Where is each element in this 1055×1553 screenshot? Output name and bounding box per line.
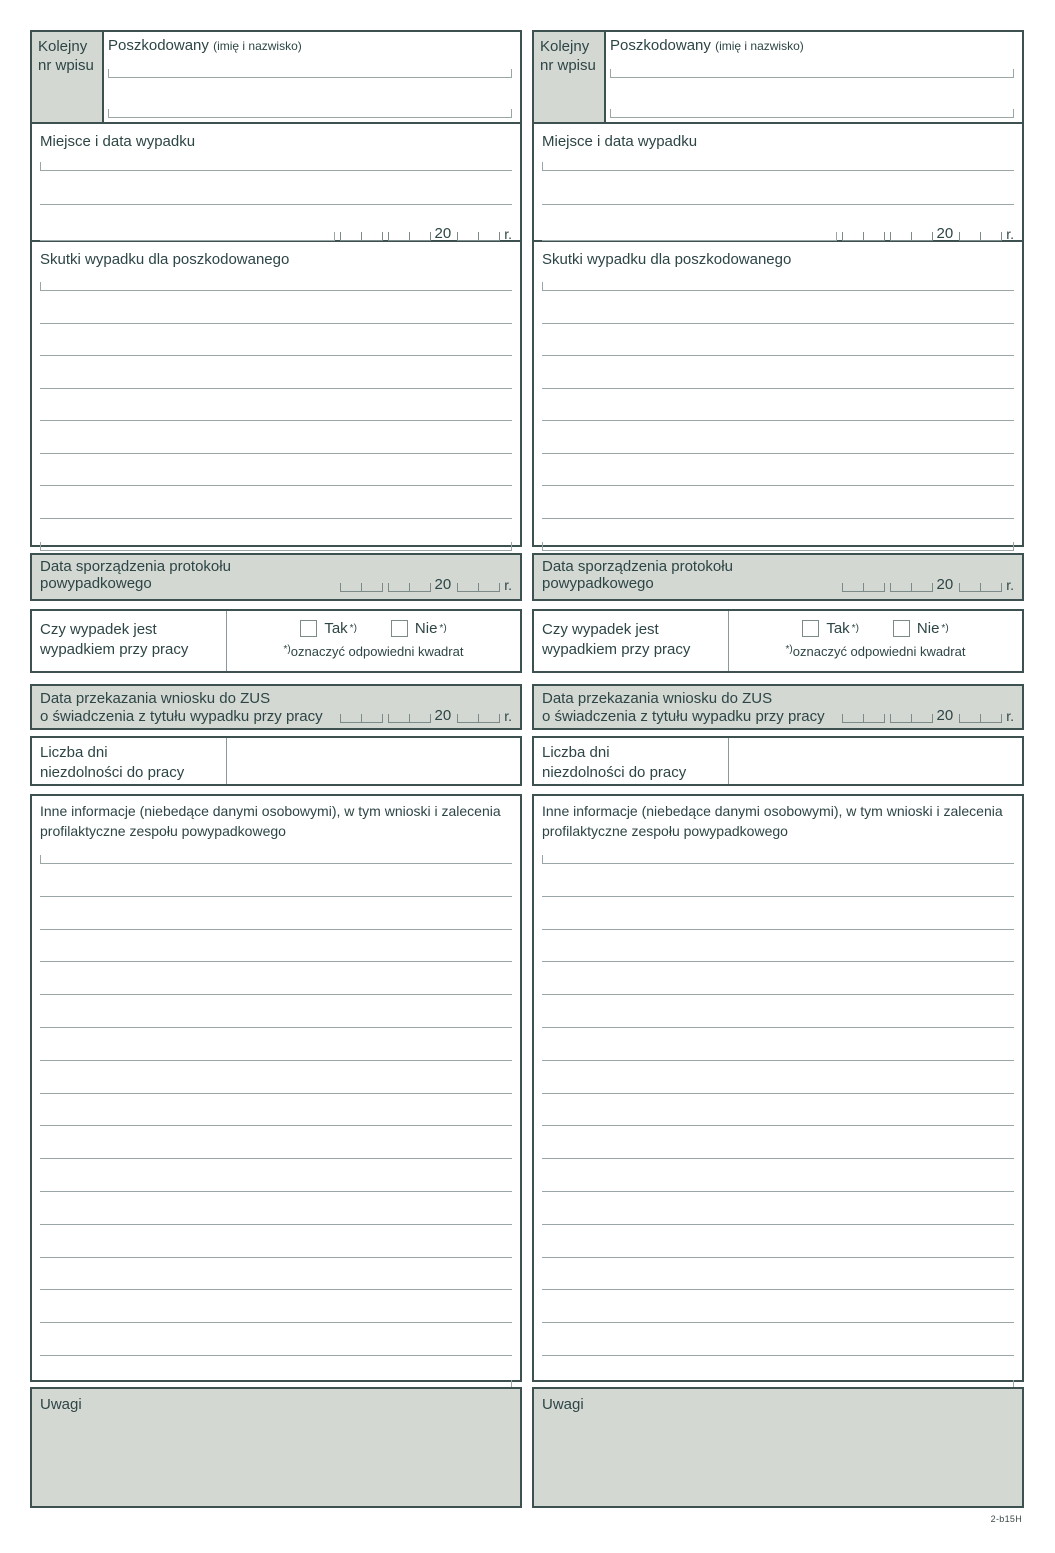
writing-line[interactable]: [40, 1347, 512, 1356]
work-accident-label-cell: [32, 611, 227, 671]
writing-line[interactable]: [40, 1249, 512, 1258]
footnote-text: oznaczyć odpowiedni kwadrat: [792, 644, 966, 659]
date-century: 20: [936, 576, 954, 593]
writing-line[interactable]: [40, 855, 512, 864]
writing-line[interactable]: [542, 921, 1014, 930]
zus-label-line1: Data przekazania wniosku do ZUS: [40, 690, 271, 707]
writing-line[interactable]: [40, 1150, 512, 1159]
date-day-cells[interactable]: [842, 232, 885, 241]
yes-checkbox[interactable]: [802, 620, 819, 637]
effects-label: Skutki wypadku dla poszkodowanego: [40, 251, 290, 268]
victim-cell: [606, 32, 1022, 122]
entry-header-section: [532, 30, 1024, 547]
date-year-suffix: r.: [504, 577, 512, 593]
yes-label: Tak: [826, 620, 850, 637]
other-info-label-line1: Inne informacje (niebedące danymi osobowymi), w tym wnioski i zalecenia: [40, 803, 501, 819]
writing-line[interactable]: [40, 282, 512, 291]
place-date-section: [534, 124, 1022, 242]
incapacity-days-label-cell: [534, 738, 729, 784]
writing-line[interactable]: [40, 1314, 512, 1323]
register-entry-column-left: [30, 30, 522, 1508]
incapacity-days-section: [532, 736, 1024, 786]
date-century: 20: [434, 576, 452, 593]
writing-line[interactable]: [542, 282, 1014, 291]
accident-date-row: [542, 226, 1014, 241]
incapacity-days-line2: niezdolności do pracy: [40, 763, 185, 781]
no-checkbox[interactable]: [893, 620, 910, 637]
accident-date-row: [40, 226, 512, 241]
incapacity-days-line2: niezdolności do pracy: [542, 763, 687, 781]
date-day-cells[interactable]: [842, 583, 885, 592]
other-info-label-line2: profilaktyczne zespołu powypadkowego: [542, 823, 788, 839]
work-accident-label-cell: [534, 611, 729, 671]
writing-line[interactable]: [542, 1117, 1014, 1126]
victim-sublabel: (imię i nazwisko): [213, 39, 302, 53]
no-label: Nie: [916, 620, 940, 637]
writing-line[interactable]: [40, 1281, 512, 1290]
zus-date-row: [40, 708, 512, 726]
writing-line[interactable]: [542, 1052, 1014, 1061]
entry-top-row: [534, 32, 1022, 124]
zus-date-cells: [335, 708, 512, 726]
date-century: 20: [936, 707, 954, 724]
work-accident-choice-cell: [729, 611, 1022, 671]
victim-label-row: [610, 32, 1014, 56]
writing-line[interactable]: [542, 380, 1014, 389]
writing-line[interactable]: [542, 986, 1014, 995]
entry-number-cell: [534, 32, 606, 122]
writing-line[interactable]: [542, 953, 1014, 962]
victim-cell: [104, 32, 520, 122]
incapacity-days-label-cell: [32, 738, 227, 784]
writing-line[interactable]: [40, 1216, 512, 1225]
work-accident-label-line2: wypadkiem przy pracy: [40, 641, 189, 658]
incapacity-days-value-cell[interactable]: [227, 738, 520, 784]
asterisk-note: *): [349, 623, 357, 634]
form-code: 2-b15H: [990, 1514, 1022, 1524]
work-accident-section: [30, 609, 522, 673]
writing-line[interactable]: [542, 1314, 1014, 1323]
writing-line[interactable]: [542, 477, 1014, 486]
incapacity-days-line1: Liczba dni: [542, 744, 610, 761]
date-year-suffix: r.: [1006, 226, 1014, 242]
writing-line[interactable]: [40, 1183, 512, 1192]
date-year-cells[interactable]: [959, 714, 1002, 723]
date-century: 20: [936, 225, 954, 242]
writing-line[interactable]: [542, 445, 1014, 454]
other-info-section: [30, 794, 522, 1382]
date-month-cells[interactable]: [890, 714, 933, 723]
writing-line[interactable]: [40, 1117, 512, 1126]
writing-line[interactable]: [542, 1150, 1014, 1159]
protocol-date-label: Data sporządzenia protokołu powypadkowego: [40, 558, 231, 592]
zus-label-line2: o świadczenia z tytułu wypadku przy pracy: [542, 708, 825, 725]
protocol-date-bar: [532, 553, 1024, 601]
date-year-suffix: r.: [504, 226, 512, 242]
victim-name-line[interactable]: [108, 109, 512, 118]
writing-line[interactable]: [542, 888, 1014, 897]
writing-line[interactable]: [40, 1052, 512, 1061]
writing-line[interactable]: [542, 1216, 1014, 1225]
date-month-cells[interactable]: [388, 232, 431, 241]
work-accident-label-line1: Czy wypadek jest: [542, 621, 659, 638]
date-year-cells[interactable]: [959, 583, 1002, 592]
date-century: 20: [434, 707, 452, 724]
date-month-cells[interactable]: [388, 714, 431, 723]
victim-label: Poszkodowany: [610, 37, 711, 54]
writing-line[interactable]: [40, 196, 512, 205]
writing-line[interactable]: [40, 921, 512, 930]
protocol-date-bar: [30, 553, 522, 601]
date-year-cells[interactable]: [457, 714, 500, 723]
writing-line[interactable]: [40, 380, 512, 389]
date-year-cells[interactable]: [457, 583, 500, 592]
place-date-label: Miejsce i data wypadku: [40, 133, 196, 150]
protocol-date-label: Data sporządzenia protokołu powypadkowego: [542, 558, 733, 592]
remarks-section[interactable]: [532, 1387, 1024, 1508]
date-year-cells[interactable]: [959, 232, 1002, 241]
asterisk-note: *): [283, 644, 291, 655]
protocol-date-cells: [837, 577, 1014, 592]
date-day-cells[interactable]: [340, 714, 383, 723]
other-info-label-line2: profilaktyczne zespołu powypadkowego: [40, 823, 286, 839]
writing-line[interactable]: [542, 347, 1014, 356]
writing-line[interactable]: [542, 542, 1014, 551]
protocol-date-cells: [335, 577, 512, 592]
writing-line[interactable]: [542, 1019, 1014, 1028]
writing-line[interactable]: [40, 1019, 512, 1028]
no-label: Nie: [414, 620, 438, 637]
checkbox-footnote: [786, 644, 966, 659]
victim-name-line[interactable]: [610, 109, 1014, 118]
remarks-label: Uwagi: [542, 1396, 584, 1413]
writing-line[interactable]: [40, 1085, 512, 1094]
victim-sublabel: (imię i nazwisko): [715, 39, 804, 53]
asterisk-note: *): [785, 644, 793, 655]
writing-line[interactable]: [40, 986, 512, 995]
writing-line[interactable]: [542, 1347, 1014, 1356]
writing-line[interactable]: [542, 412, 1014, 421]
no-checkbox[interactable]: [391, 620, 408, 637]
writing-line[interactable]: [542, 855, 1014, 864]
writing-line[interactable]: [40, 347, 512, 356]
asterisk-note: *): [941, 623, 949, 634]
date-month-cells[interactable]: [388, 583, 431, 592]
zus-date-bar: [30, 684, 522, 730]
victim-label-row: [108, 32, 512, 56]
other-info-section: [532, 794, 1024, 1382]
checkbox-footnote: [284, 644, 464, 659]
date-day-cells[interactable]: [340, 232, 383, 241]
register-entry-column-right: [532, 30, 1024, 1508]
writing-line[interactable]: [40, 510, 512, 519]
writing-line[interactable]: [40, 232, 335, 241]
incapacity-days-line1: Liczba dni: [40, 744, 108, 761]
effects-section: [32, 242, 520, 545]
incapacity-days-section: [30, 736, 522, 786]
date-day-cells[interactable]: [842, 714, 885, 723]
checkbox-row: [802, 620, 948, 637]
writing-line[interactable]: [40, 315, 512, 324]
entry-number-label: Kolejny nr wpisu: [540, 38, 596, 74]
writing-line[interactable]: [40, 445, 512, 454]
checkbox-row: [300, 620, 446, 637]
writing-line[interactable]: [40, 412, 512, 421]
place-date-label: Miejsce i data wypadku: [542, 133, 698, 150]
writing-line[interactable]: [542, 1183, 1014, 1192]
yes-label: Tak: [324, 620, 348, 637]
zus-label-line1: Data przekazania wniosku do ZUS: [542, 690, 773, 707]
date-year-suffix: r.: [504, 708, 512, 724]
asterisk-note: *): [851, 623, 859, 634]
asterisk-note: *): [439, 623, 447, 634]
remarks-section[interactable]: [30, 1387, 522, 1508]
zus-date-cells: [837, 708, 1014, 726]
victim-name-line[interactable]: [610, 69, 1014, 78]
work-accident-choice-cell: [227, 611, 520, 671]
writing-line[interactable]: [542, 1249, 1014, 1258]
writing-line[interactable]: [542, 510, 1014, 519]
writing-line[interactable]: [542, 232, 837, 241]
date-day-cells[interactable]: [340, 583, 383, 592]
footnote-text: oznaczyć odpowiedni kwadrat: [290, 644, 464, 659]
victim-name-line[interactable]: [108, 69, 512, 78]
zus-date-bar: [532, 684, 1024, 730]
effects-section: [534, 242, 1022, 545]
writing-line[interactable]: [542, 1281, 1014, 1290]
writing-line[interactable]: [542, 162, 1014, 171]
incapacity-days-value-cell[interactable]: [729, 738, 1022, 784]
zus-label-line2: o świadczenia z tytułu wypadku przy pracy: [40, 708, 323, 725]
date-year-suffix: r.: [1006, 577, 1014, 593]
other-info-label-line1: Inne informacje (niebedące danymi osobowymi), w tym wnioski i zalecenia: [542, 803, 1003, 819]
writing-line[interactable]: [40, 162, 512, 171]
remarks-label: Uwagi: [40, 1396, 82, 1413]
entry-top-row: [32, 32, 520, 124]
work-accident-label-line2: wypadkiem przy pracy: [542, 641, 691, 658]
writing-line[interactable]: [542, 196, 1014, 205]
writing-line[interactable]: [40, 953, 512, 962]
yes-checkbox[interactable]: [300, 620, 317, 637]
place-date-section: [32, 124, 520, 242]
work-accident-section: [532, 609, 1024, 673]
date-year-suffix: r.: [1006, 708, 1014, 724]
writing-line[interactable]: [40, 477, 512, 486]
date-month-cells[interactable]: [890, 583, 933, 592]
writing-line[interactable]: [542, 315, 1014, 324]
writing-line[interactable]: [40, 542, 512, 551]
date-century: 20: [434, 225, 452, 242]
entry-number-label: Kolejny nr wpisu: [38, 38, 94, 74]
date-year-cells[interactable]: [457, 232, 500, 241]
effects-label: Skutki wypadku dla poszkodowanego: [542, 251, 792, 268]
date-month-cells[interactable]: [890, 232, 933, 241]
writing-line[interactable]: [542, 1085, 1014, 1094]
entry-number-cell: [32, 32, 104, 122]
victim-label: Poszkodowany: [108, 37, 209, 54]
zus-date-row: [542, 708, 1014, 726]
work-accident-label-line1: Czy wypadek jest: [40, 621, 157, 638]
entry-header-section: [30, 30, 522, 547]
writing-line[interactable]: [40, 888, 512, 897]
